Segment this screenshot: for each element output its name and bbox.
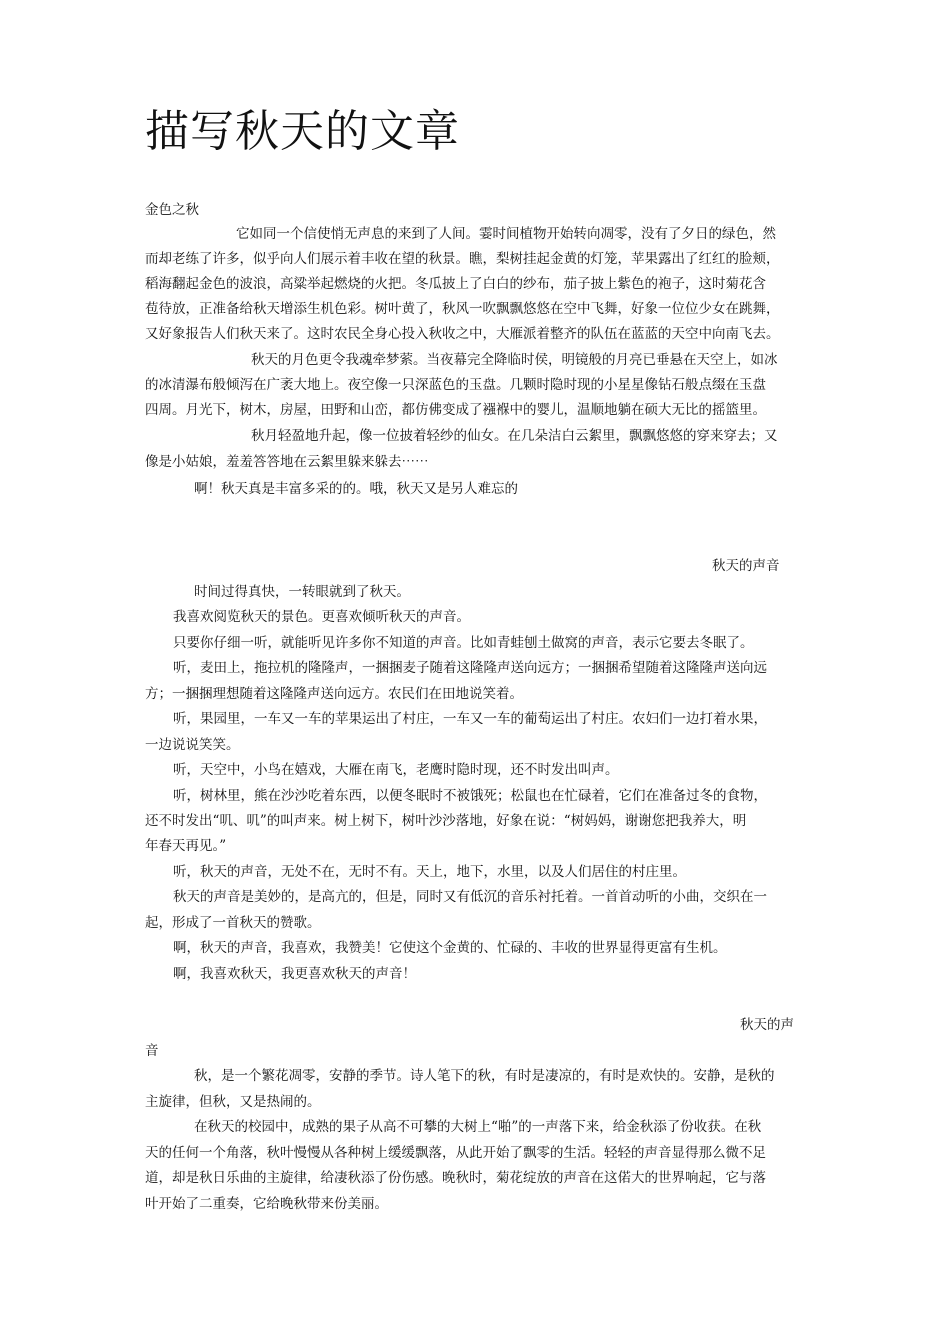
document-title: 描写秋天的文章 bbox=[145, 106, 460, 157]
paragraph-line: 叶开始了二重奏，它给晚秋带来份美丽。 bbox=[145, 1196, 388, 1212]
paragraph-line: 在秋天的校园中，成熟的果子从高不可攀的大树上“啪”的一声落下来，给金秋添了份收获。在秋 bbox=[194, 1119, 762, 1135]
paragraph-line: 啊，秋天的声音，我喜欢，我赞美！它使这个金黄的、忙碌的、丰收的世界显得更富有生机。 bbox=[173, 940, 727, 956]
paragraph-line: 的冰清瀑布般倾泻在广袤大地上。夜空像一只深蓝色的玉盘。几颗时隐时现的小星星像钻石般点缀在玉盘 bbox=[145, 377, 766, 393]
paragraph-line: 秋天的月色更令我魂牵梦萦。当夜幕完全降临时侯，明镜般的月亮已垂悬在天空上，如冰 bbox=[251, 352, 778, 368]
paragraph-line: 秋，是一个繁花凋零，安静的季节。诗人笔下的秋，有时是凄凉的，有时是欢快的。安静，是秋的 bbox=[194, 1068, 775, 1084]
paragraph-line: 主旋律，但秋，又是热闹的。 bbox=[145, 1094, 321, 1110]
section-heading: 秋天的声 bbox=[740, 1017, 794, 1033]
paragraph-line: 年春天再见。” bbox=[145, 838, 227, 854]
paragraph-line: 时间过得真快，一转眼就到了秋天。 bbox=[194, 584, 410, 600]
paragraph-line: 方；一捆捆理想随着这隆隆声送向远方。农民们在田地说笑着。 bbox=[145, 686, 523, 702]
section-heading: 秋天的声音 bbox=[712, 558, 780, 574]
paragraph-line: 道，却是秋日乐曲的主旋律，给凄秋添了份伤感。晚秋时，菊花绽放的声音在这偌大的世界响起，它与落 bbox=[145, 1170, 766, 1186]
paragraph-line: 而却老练了许多，似乎向人们展示着丰收在望的秋景。瞧，梨树挂起金黄的灯笼，苹果露出了红红的脸颊， bbox=[145, 251, 780, 267]
paragraph-line: 又好象报告人们秋天来了。这时农民全身心投入秋收之中，大雁派着整齐的队伍在蓝蓝的天空中向南飞去。 bbox=[145, 326, 780, 342]
paragraph-line: 四周。月光下，树木，房屋，田野和山峦，都仿佛变成了襁褓中的婴儿，温顺地躺在硕大无比的摇篮里。 bbox=[145, 402, 766, 418]
paragraph-line: 秋天的声音是美妙的，是高亢的，但是，同时又有低沉的音乐衬托着。一首首动听的小曲，交织在一 bbox=[173, 889, 767, 905]
paragraph-line: 苞待放，正准备给秋天增添生机色彩。树叶黄了，秋风一吹飘飘悠悠在空中飞舞，好象一位位少女在跳舞， bbox=[145, 301, 780, 317]
paragraph-line: 听，天空中，小鸟在嬉戏，大雁在南飞，老鹰时隐时现，还不时发出叫声。 bbox=[173, 762, 619, 778]
section-heading-continued: 音 bbox=[145, 1043, 159, 1059]
paragraph-line: 听，秋天的声音，无处不在，无时不有。天上，地下，水里，以及人们居住的村庄里。 bbox=[173, 864, 686, 880]
paragraph-line: 只要你仔细一听，就能听见许多你不知道的声音。比如青蛙刨土做窝的声音，表示它要去冬眠了。 bbox=[173, 635, 754, 651]
paragraph-line: 起，形成了一首秋天的赞歌。 bbox=[145, 915, 321, 931]
paragraph-line: 秋月轻盈地升起，像一位披着轻纱的仙女。在几朵洁白云絮里，飘飘悠悠的穿来穿去；又 bbox=[251, 428, 778, 444]
paragraph-line: 稻海翻起金色的波浪，高粱举起燃烧的火把。冬瓜披上了白白的纱布，茄子披上紫色的袍子，这时菊花含 bbox=[145, 276, 766, 292]
paragraph-line: 听，麦田上，拖拉机的隆隆声，一捆捆麦子随着这隆隆声送向远方；一捆捆希望随着这隆隆声送向远 bbox=[173, 660, 767, 676]
paragraph-line: 啊，我喜欢秋天，我更喜欢秋天的声音！ bbox=[173, 966, 416, 982]
paragraph-line: 一边说说笑笑。 bbox=[145, 737, 240, 753]
paragraph-line: 还不时发出“叽、叽”的叫声来。树上树下，树叶沙沙落地，好象在说：“树妈妈，谢谢您把我养大，明 bbox=[145, 813, 747, 829]
paragraph-line: 啊！秋天真是丰富多采的的。哦，秋天又是另人难忘的 bbox=[194, 481, 518, 497]
paragraph-line: 听，树林里，熊在沙沙吃着东西，以便冬眠时不被饿死；松鼠也在忙碌着，它们在准备过冬的食物， bbox=[173, 788, 767, 804]
paragraph-line: 像是小姑娘，羞羞答答地在云絮里躲来躲去⋯⋯ bbox=[145, 454, 429, 470]
paragraph-line: 天的任何一个角落，秋叶慢慢从各种树上缓缓飘落，从此开始了飘零的生活。轻轻的声音显得那么微不足 bbox=[145, 1145, 766, 1161]
paragraph-line: 听，果园里，一车又一车的苹果运出了村庄，一车又一车的葡萄运出了村庄。农妇们一边打着水果， bbox=[173, 711, 767, 727]
paragraph-line: 我喜欢阅览秋天的景色。更喜欢倾听秋天的声音。 bbox=[173, 609, 470, 625]
section-heading: 金色之秋 bbox=[145, 202, 199, 218]
paragraph-line: 它如同一个信使悄无声息的来到了人间。霎时间植物开始转向凋零，没有了夕日的绿色，然 bbox=[236, 226, 776, 242]
